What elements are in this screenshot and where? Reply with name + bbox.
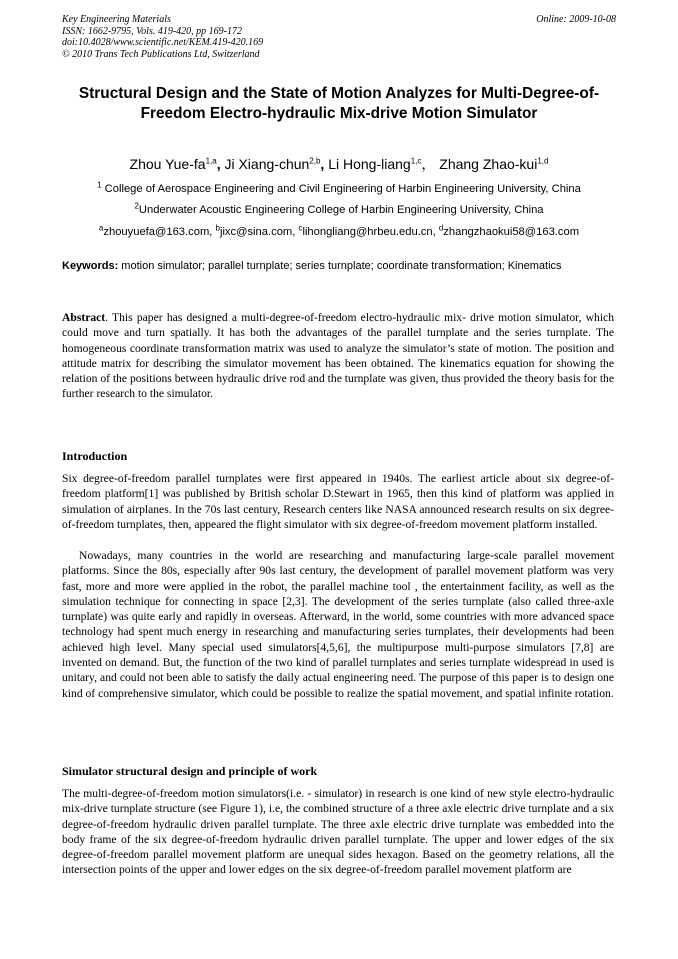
email-sup: a [98, 223, 104, 233]
email-link[interactable]: zhangzhaokui58@163.com [443, 226, 580, 238]
paper-title: Structural Design and the State of Motion Analyzes for Multi-Degree-of-Freedom Electro-hydraulic Mix-drive Motion Simulator [78, 85, 600, 122]
online-date: Online: 2009-10-08 [536, 14, 616, 25]
abstract-label: Abstract [62, 311, 106, 324]
journal-name: Key Engineering Materials [62, 14, 171, 25]
email-sup: b [215, 223, 220, 233]
introduction-paragraph-2: Nowadays, many countries in the world are researching and manufacturing large-scale parallel movement platforms. Since the 80s, especially after 90s last century, the development of parallel movement platform was very fast, more and more were applied in the robot, the parallel machine tool , the entertainment facility, as well as the simulation technique for connecting in space [2,3]. The development of the series turnplate (also called three-axle turnplate) was quite early and rapidly in overseas. Afterward, in the world, some countries with more advanced space technology had spent much energy in researching and manufacturing series turnplates, their developments had been achieved high level. Many special used simulators[4,5,6], the multipurpose multi-purpose simulators [7,8] are invented on demand. But, the function of the two kind of parallel turnplates and series turnplate widespread in used is unitary, and could not been able to satisfy the daily actual engineering need. The purpose of this paper is to design one kind of comprehensive simulator, which could be possible to realize the spatial movement, and spatial infinite rotation. [62, 549, 614, 700]
copyright-line: © 2010 Trans Tech Publications Ltd, Switzerland [62, 48, 260, 60]
keywords [62, 260, 614, 273]
keywords-text: motion simulator; parallel turnplate; series turnplate; coordinate transformation; Kinematics [118, 260, 562, 272]
email-link[interactable]: jixc@sina.com, [219, 226, 299, 238]
author-sup: 2,b [309, 156, 321, 166]
affiliation-sup: 1 [97, 180, 102, 190]
author-name: Zhou Yue-fa [129, 156, 206, 172]
affiliation-sup: 2 [134, 201, 139, 211]
issn-line: ISSN: 1662-9795, Vols. 419-420, pp 169-172 [62, 25, 242, 37]
author-sup: 1,a [205, 156, 217, 166]
email-link[interactable]: lihongliang@hrbeu.edu.cn, [302, 226, 439, 238]
author-name: Li Hong-liang [328, 156, 411, 172]
author-sup: 1,d [537, 156, 549, 166]
journal-header [62, 14, 616, 60]
affiliation-2 [40, 203, 638, 217]
keywords-label: Keywords: [62, 260, 119, 272]
author-name: Ji Xiang-chun [224, 156, 310, 172]
author-separator: ， [421, 156, 440, 172]
author-sup: 1,c [410, 156, 422, 166]
introduction-heading: Introduction [62, 449, 128, 463]
author-separator: , [216, 156, 225, 172]
affiliation-text: Underwater Acoustic Engineering College of Harbin Engineering University, China [138, 204, 544, 216]
affiliation-1 [40, 182, 638, 196]
affiliation-text: College of Aerospace Engineering and Civil Engineering of Harbin Engineering University, China [101, 183, 581, 195]
email-list [40, 225, 638, 239]
section-heading: Simulator structural design and principle of work [62, 764, 318, 778]
email-sup: d [438, 223, 444, 233]
section-paragraph: The multi-degree-of-freedom motion simulators(i.e. - simulator) in research is one kind of new style electro-hydraulic mix-drive turnplate structure (see Figure 1), i.e, the combined structure of a three axle electric drive turnplate and a six degree-of-freedom hydraulic driven parallel turnplate. The three axle electric drive turnplate was embedded into the body frame of the six degree-of-freedom hydraulic driven parallel turnplate. The upper and lower edges of the six degree-of-freedom parallel movement platform are unequal sides hexagon. Based on the geometry relations, all the intersection points of the upper and lower edges on the six degree-of-freedom parallel movement platform are [62, 787, 614, 877]
author-list [40, 155, 638, 173]
abstract [62, 310, 614, 402]
abstract-text: . This paper has designed a multi-degree-of-freedom electro-hydraulic mix- drive motion simulator, which could move and turn spatially. It has both the advantages of the parallel turnplate and the series turnplate. The homogeneous coordinate transformation matrix was used to analyze the simulator’s state of motion. The position and attitude matrix for describing the simulator movement has been obtained. The kinematics equation for showing the relation of the positions between hydraulic drive rod and the turnplate was given, thus provided the theory basis for the further research to the simulator. [62, 311, 614, 401]
author-separator: , [320, 156, 329, 172]
email-sup: c [298, 223, 303, 233]
doi-line: doi:10.4028/www.scientific.net/KEM.419-420.169 [62, 37, 264, 48]
author-name: Zhang Zhao-kui [439, 156, 538, 172]
introduction-paragraph-1: Six degree-of-freedom parallel turnplates were first appeared in 1940s. The earliest article about six degree-of-freedom platform[1] was published by British scholar D.Stewart in 1965, then this kind of platform was applied in simulation of airplanes. In the 70s last century, Research centers like NASA announced research results on six degree-of-freedom turnplates, then, appeared the flight simulator with six degree-of-freedom movement platform installed. [62, 472, 614, 531]
email-link[interactable]: zhouyuefa@163.com, [103, 226, 216, 238]
